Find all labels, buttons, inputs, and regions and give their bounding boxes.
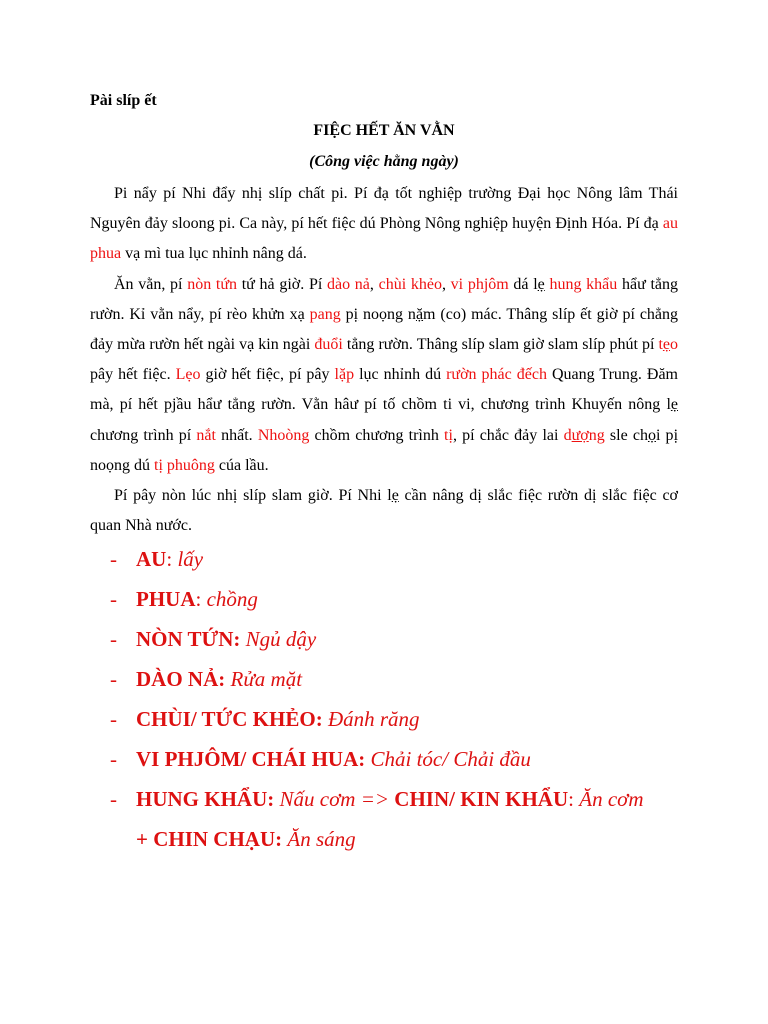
vocab-meaning: Đánh răng (327, 707, 420, 731)
vocab-term: CHÙI/ TỨC KHẺO: (136, 707, 323, 731)
highlight-word: au phua (90, 215, 678, 263)
highlight-word: Nhoòng (257, 426, 310, 444)
vocab-meaning: chồng (206, 587, 258, 611)
vocab-meaning: Chải tóc/ Chải đầu (370, 747, 531, 771)
vocab-separator: : (195, 587, 207, 611)
text-run: ị (232, 487, 238, 505)
highlight-word: ẹ (662, 336, 671, 354)
vocab-item (110, 699, 678, 739)
text-run: Ăn vằn, pí (114, 275, 188, 293)
text-run: noọng n (358, 305, 416, 323)
highlight-word: nắt (196, 426, 216, 444)
highlight-word: t (154, 456, 159, 474)
vocab-item (110, 779, 678, 819)
highlight-word: Lẹo (175, 366, 201, 384)
text-run: i p (655, 426, 674, 444)
lesson-label: Pài slíp ết (90, 92, 157, 109)
text-run: cần nâng d (398, 487, 478, 505)
highlight-word: đuổi (314, 336, 343, 354)
list-dash: - (110, 547, 117, 571)
highlight-word: ị (158, 456, 163, 474)
vocabulary-list (110, 539, 678, 859)
text-run: nhất. (215, 426, 258, 444)
text-run: sle ch (604, 426, 648, 444)
text-run: ặ (415, 305, 424, 323)
text-run: ẹ (537, 275, 545, 293)
vocab-term: AU (136, 547, 167, 571)
vocab-item (110, 619, 678, 659)
list-dash: - (110, 627, 117, 651)
text-run: ị (673, 426, 679, 444)
vocab-item (110, 539, 678, 579)
text-run: p (340, 305, 354, 323)
text-run: noọng dú (90, 456, 154, 474)
vocab-term: PHUA (136, 587, 196, 611)
text-run: slíp slam giờ. Pí Nhi l (237, 487, 392, 505)
text-run: vạ mì tua lục nhỉnh nâng dá. (121, 245, 307, 263)
text-run: slíp chất pi. Pí đạ tốt nghiệp trường Đại học Nông lâm Thái Nguyên đảy sloong pi. Ca này, pí hết fiệc dú Phòng Nông nghiệp huyện Định Hóa. Pí đạ (90, 185, 678, 233)
list-dash: - (110, 707, 117, 731)
text-run: ẹ (670, 396, 678, 414)
highlight-word: pang (309, 305, 341, 323)
text-run: chương trình pí (90, 426, 197, 444)
text-run: lục nhỉnh dú (354, 366, 447, 384)
vocab-term: DÀO NẢ: (136, 667, 226, 691)
text-run: ị (591, 487, 597, 505)
text-run: , (441, 275, 451, 293)
highlight-word: o (670, 336, 679, 354)
vocab-item (110, 659, 678, 699)
highlight-word: lặp (334, 366, 355, 384)
paragraph (90, 481, 678, 541)
highlight-word: nòn tứn (187, 275, 238, 293)
list-dash: - (110, 747, 117, 771)
vocab-meaning: Nấu cơm => (279, 787, 390, 811)
text-run: ị (477, 487, 482, 505)
list-dash: - (110, 667, 117, 691)
highlight-word: vi phjôm (450, 275, 509, 293)
highlight-word: hung khẩu (549, 275, 618, 293)
highlight-word: ng (588, 426, 605, 444)
text-run: chồm chương trình (309, 426, 445, 444)
vocab-term: VI PHJÔM/ CHÁI HUA: (136, 747, 366, 771)
text-run: ẹ (391, 487, 399, 505)
vocab-meaning: Rửa mặt (230, 667, 303, 691)
vocab-separator: : (568, 787, 580, 811)
text-run: , pí chắc đảy lai (452, 426, 564, 444)
highlight-word: t (444, 426, 449, 444)
text-run: Quang Trung. Đăm mà, pí hết pjầu hẩư tẳng rườn. Vằn hâư pí tố chồm ti vi, chương trình Khuyến nông l (90, 366, 679, 414)
highlight-word: rườn phác đếch (446, 366, 547, 384)
paragraph (90, 270, 678, 481)
text-run: , (369, 275, 379, 293)
vocab-item (110, 579, 678, 619)
vocab-term: CHIN/ KIN KHẨU (394, 787, 569, 811)
paragraph (90, 179, 678, 270)
text-run: ị (257, 185, 263, 202)
highlight-word: d (563, 426, 572, 444)
reading-text (90, 179, 678, 541)
vocab-term: HUNG KHẨU: (136, 787, 275, 811)
text-run: pây hết fiệc. (90, 366, 176, 384)
vocab-meaning: Ăn cơm (579, 787, 644, 811)
vocab-sub-item (110, 819, 678, 859)
text-run: Pi nẩy pí Nhi đẩy nh (114, 185, 258, 202)
highlight-word: phuông (162, 456, 215, 474)
list-dash: - (110, 787, 117, 811)
text-run: giờ hết fiệc, pí pây (200, 366, 335, 384)
highlight-word: ị (448, 426, 453, 444)
text-run: slắc fiệc rườn d (481, 487, 592, 505)
text-run: slắc fiệc cơ quan Nhà nước. (90, 487, 679, 535)
vocab-sub-meaning: Ăn sáng (287, 827, 356, 851)
text-run: m (co) mác. Thâng slíp ết giờ pí chẳng đảy mừa rườn hết ngài vạ kin ngài (90, 305, 679, 354)
text-run: dá l (508, 275, 538, 293)
vocab-sub-term: + CHIN CHẠU: (136, 827, 283, 851)
text-run: ọ (647, 426, 656, 444)
page-subtitle: (Công việc hằng ngày) (309, 153, 459, 170)
text-run: hẩư tẳng rườn. Kỉ vằn nẩy, pí rèo khửn xạ (90, 275, 679, 323)
text-run: tứ hả giờ. Pí (237, 275, 327, 293)
text-run: tẳng rườn. Thâng slíp slam giờ slam slíp phút pí (342, 336, 659, 354)
list-dash: - (110, 587, 117, 611)
text-run: cúa lầu. (214, 456, 269, 474)
text-run: ị (353, 305, 359, 323)
text-run: Pí pây nòn lúc nh (114, 487, 233, 505)
vocab-term: NÒN TỨN: (136, 627, 241, 651)
highlight-word: dào nả (327, 275, 370, 293)
vocab-item (110, 739, 678, 779)
vocab-meaning: lấy (177, 547, 204, 571)
highlight-word: chùi khẻo (378, 275, 442, 293)
page-title: FIỆC HẾT ĂN VẰN (313, 122, 455, 139)
vocab-separator: : (166, 547, 178, 571)
highlight-word: ượ (571, 426, 589, 444)
highlight-word: t (658, 336, 663, 354)
vocab-meaning: Ngủ dậy (245, 627, 317, 651)
